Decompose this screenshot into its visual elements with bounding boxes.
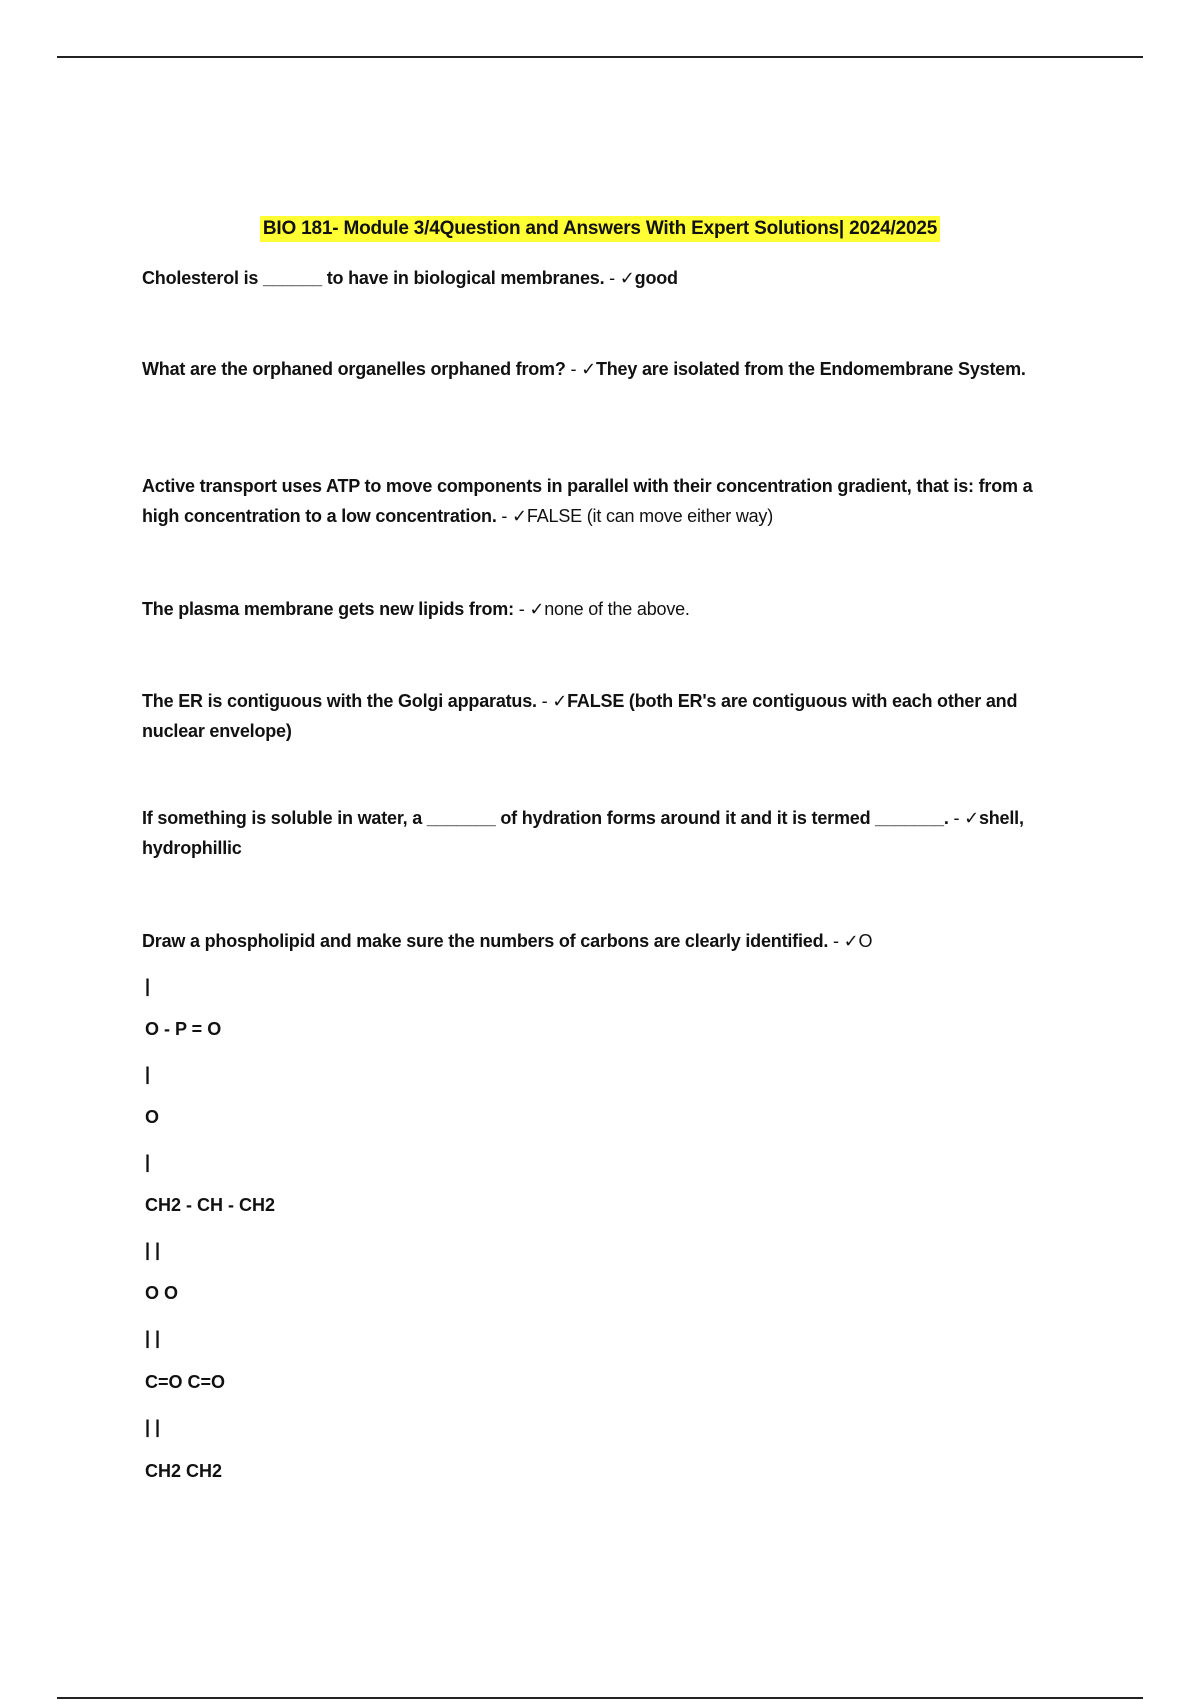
question-text: What are the orphaned organelles orphaned from? xyxy=(142,359,566,379)
qa-item-7 xyxy=(142,926,1072,956)
structure-line: O O xyxy=(145,1283,179,1303)
separator: - xyxy=(604,268,620,288)
question-text: The plasma membrane gets new lipids from: xyxy=(142,599,514,619)
answer-text: none of the above. xyxy=(544,599,690,619)
structure-line: | xyxy=(145,1152,151,1172)
check-icon: ✓ xyxy=(964,808,979,828)
qa-item-4 xyxy=(142,594,1072,624)
top-rule xyxy=(57,56,1143,58)
answer-text: They are isolated from the Endomembrane System. xyxy=(595,359,1026,379)
separator: - xyxy=(513,599,530,619)
separator: - xyxy=(565,359,582,379)
bottom-rule xyxy=(57,1697,1143,1699)
question-text: Draw a phospholipid and make sure the numbers of carbons are clearly identified. xyxy=(142,931,829,951)
structure-line: | xyxy=(145,1064,151,1084)
title-container xyxy=(0,216,1200,242)
separator: - xyxy=(948,808,965,828)
question-text: Active transport uses ATP to move components in parallel with their concentration gradient, that is: from a high concentration to a low concentration. xyxy=(142,476,1033,526)
structure-line: O xyxy=(145,1107,160,1127)
check-icon: ✓ xyxy=(552,691,568,711)
separator: - xyxy=(536,691,553,711)
check-icon: ✓ xyxy=(843,931,859,951)
structure-line: CH2 - CH - CH2 xyxy=(145,1195,276,1215)
answer-text: shell, hydrophillic xyxy=(142,808,1024,858)
structure-line: | | xyxy=(145,1240,161,1260)
question-text: The ER is contiguous with the Golgi apparatus. xyxy=(142,691,537,711)
structure-line: CH2 CH2 xyxy=(145,1461,223,1481)
check-icon: ✓ xyxy=(512,506,527,526)
answer-text: FALSE (it can move either way) xyxy=(526,506,774,526)
structure-line: | | xyxy=(145,1417,161,1437)
qa-item-3 xyxy=(142,471,1072,531)
structure-line: | | xyxy=(145,1328,161,1348)
separator: - xyxy=(496,506,513,526)
qa-item-5 xyxy=(142,686,1072,746)
structure-line: O - P = O xyxy=(145,1019,222,1039)
structure-line: C=O C=O xyxy=(145,1372,226,1392)
answer-text: FALSE (both ER's are contiguous with each other and nuclear envelope) xyxy=(142,691,1018,741)
qa-item-1 xyxy=(142,263,1072,293)
answer-text: O xyxy=(858,931,873,951)
qa-item-6 xyxy=(142,803,1072,863)
check-icon: ✓ xyxy=(619,268,635,288)
document-title: BIO 181- Module 3/4Question and Answers With Expert Solutions| 2024/2025 xyxy=(260,216,940,242)
question-text: Cholesterol is ______ to have in biological membranes. xyxy=(142,268,605,288)
question-text: If something is soluble in water, a _______ of hydration forms around it and it is termed _______. xyxy=(142,808,949,828)
check-icon: ✓ xyxy=(529,599,545,619)
qa-item-2 xyxy=(142,354,1072,384)
structure-line: | xyxy=(145,976,151,996)
check-icon: ✓ xyxy=(581,359,596,379)
answer-text: good xyxy=(634,268,678,288)
separator: - xyxy=(828,931,844,951)
